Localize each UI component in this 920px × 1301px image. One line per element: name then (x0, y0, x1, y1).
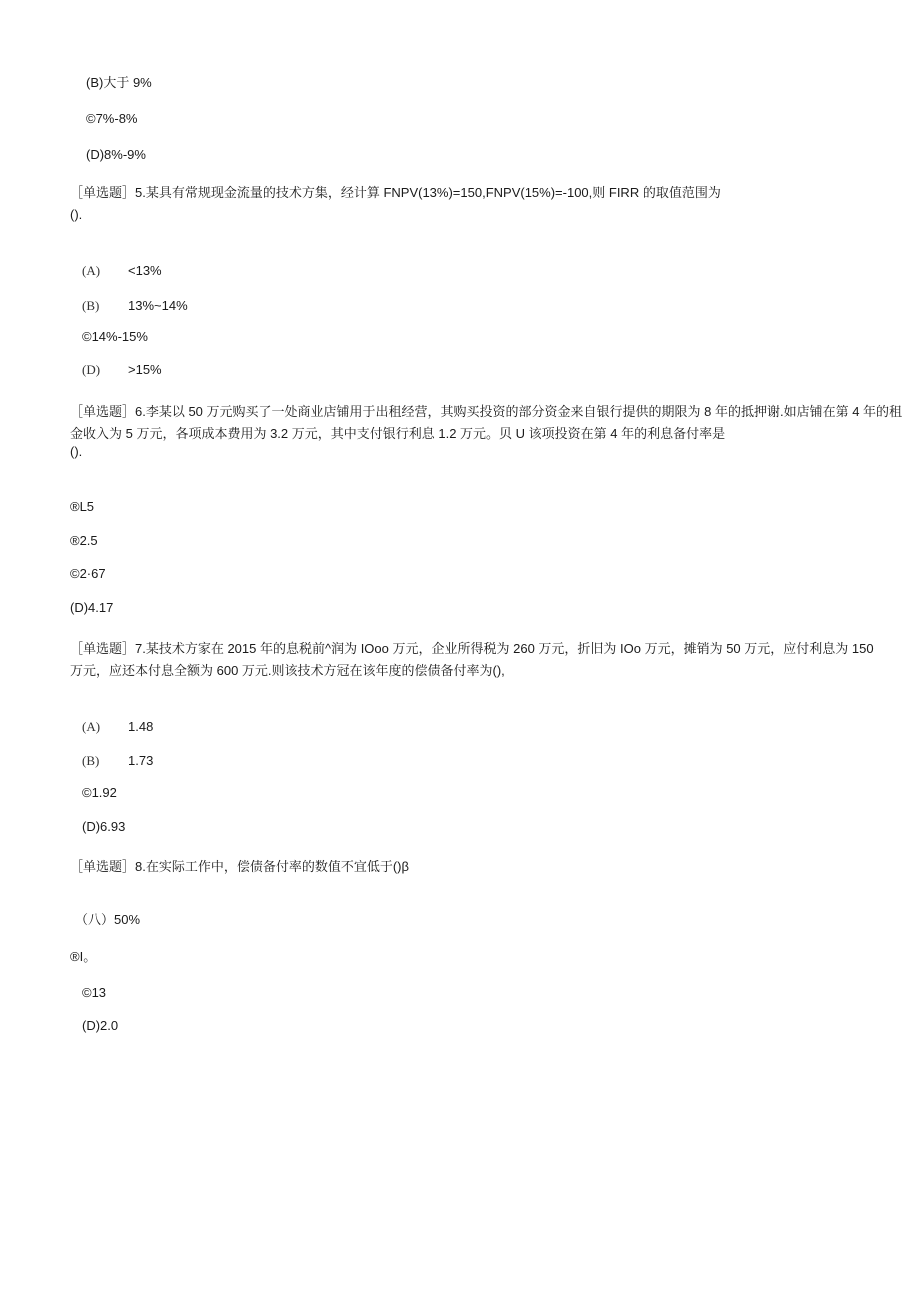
question-8-text: ［单选题］8.在实际工作中，偿债备付率的数值不宜低于()β (70, 859, 409, 874)
question-6-text-line2: 金收入为 5 万元，各项成本费用为 3.2 万元，其中支付银行利息 1.2 万元。贝 U 该项投资在第 4 年的利息备付率是 (70, 426, 726, 441)
q6-option-c: ©2·67 (70, 566, 106, 581)
q8-option-b: ®I。 (70, 949, 97, 964)
question-6-text-line1: ［单选题］6.李某以 50 万元购买了一处商业店铺用于出租经营，其购买投资的部分资金来自银行提供的期限为 8 年的抵押谢.如店铺在第 4 年的租 (70, 404, 903, 419)
q6-option-b: ®2.5 (70, 533, 98, 548)
q7-option-a-label: (A) (82, 719, 101, 734)
option-d: (D)8%-9% (86, 147, 146, 162)
q7-option-c: ©1.92 (82, 785, 117, 800)
question-6-text-line3: (). (70, 444, 83, 459)
q5-option-a (82, 263, 162, 279)
q5-option-a-label: (A) (82, 263, 101, 278)
q6-option-a: ®L5 (70, 499, 95, 514)
question-5-text-line1: ［单选题］5.某具有常规现金流量的技术方集，经计算 FNPV(13%)=150,FNPV(15%)=-100,则 FIRR 的取值范围为 (70, 185, 721, 200)
q8-option-c: ©13 (82, 985, 107, 1000)
q7-option-a (82, 719, 153, 735)
q7-option-b (82, 753, 153, 769)
q5-option-a-value: <13% (128, 263, 162, 278)
q5-option-b (82, 298, 188, 314)
option-c: ©7%-8% (86, 111, 138, 126)
q5-option-c: ©14%-15% (82, 329, 148, 344)
question-7-text-line2: 万元，应还本付息全额为 600 万元.则该技术方冠在该年度的偿债备付率为(), (70, 663, 505, 678)
q5-option-b-label: (B) (82, 298, 100, 313)
q5-option-d-value: >15% (128, 362, 162, 377)
q7-option-b-value: 1.73 (128, 753, 154, 768)
q7-option-d: (D)6.93 (82, 819, 126, 834)
q5-option-d-label: (D) (82, 362, 101, 377)
q5-option-b-value: 13%~14% (128, 298, 188, 313)
q7-option-b-label: (B) (82, 753, 100, 768)
q7-option-a-value: 1.48 (128, 719, 154, 734)
option-b: (B)大于 9% (86, 75, 152, 90)
question-7-text-line1: ［单选题］7.某技术方家在 2015 年的息税前^润为 IOoo 万元，企业所得税为 260 万元，折旧为 IOo 万元，摊销为 50 万元，应付利息为 150 (70, 641, 874, 656)
question-5-text-line2: (). (70, 207, 83, 222)
q5-option-d (82, 362, 162, 378)
q8-option-a: （八）50% (75, 912, 141, 927)
q6-option-d: (D)4.17 (70, 600, 114, 615)
q8-option-d: (D)2.0 (82, 1018, 119, 1033)
